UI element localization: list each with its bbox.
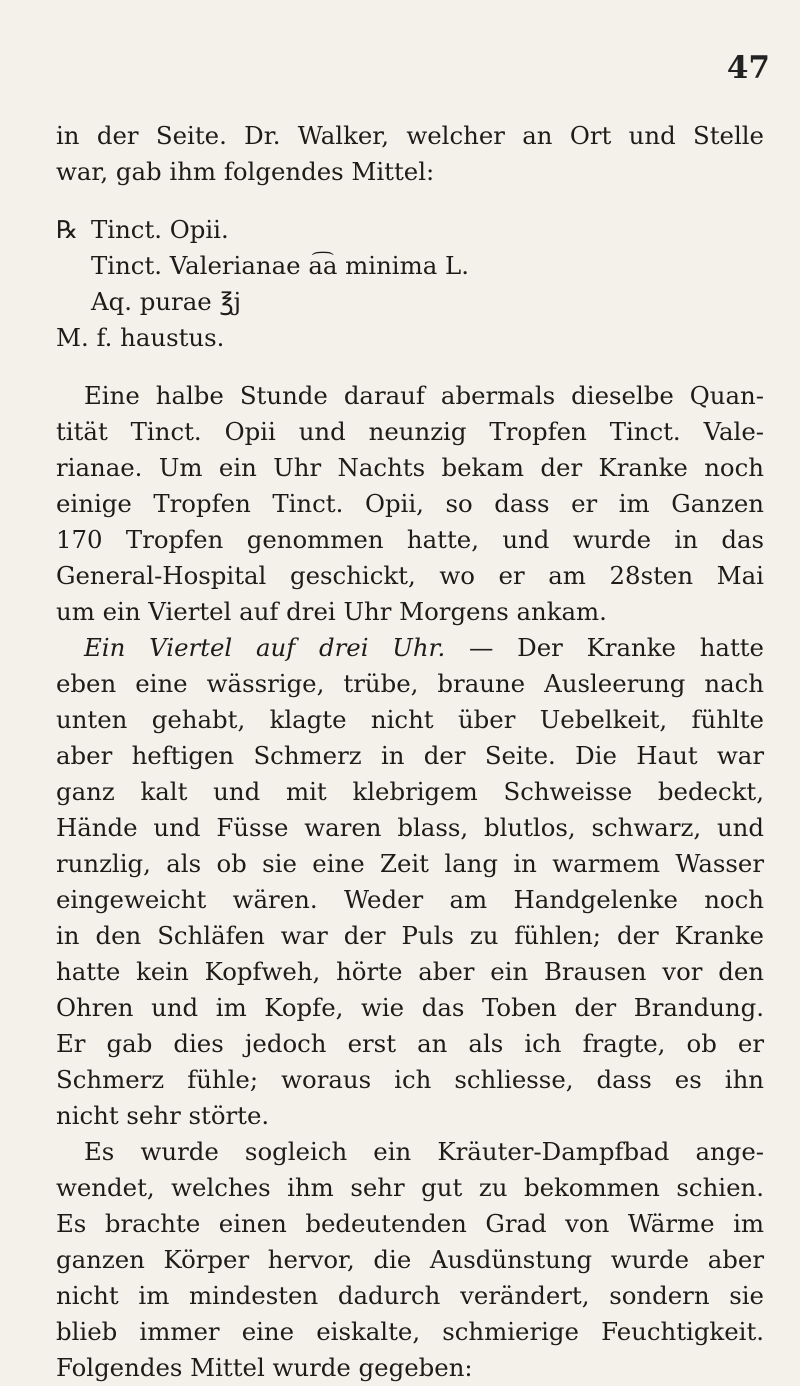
text-line: hatte kein Kopfweh, hörte aber ein Brausen vor den (56, 957, 764, 986)
text-line: in den Schläfen war der Puls zu fühlen; der Kranke (56, 921, 764, 950)
text-line: Es wurde sogleich ein Kräuter-Dampfbad ange- (84, 1137, 764, 1166)
text-line: Es brachte einen bedeutenden Grad von Wärme im (56, 1209, 764, 1238)
text-line: eingeweicht wären. Weder am Handgelenke noch (56, 885, 764, 914)
text-line: rianae. Um ein Uhr Nachts bekam der Kranke noch (56, 453, 764, 482)
text-line (56, 630, 764, 666)
text-line: in der Seite. Dr. Walker, welcher an Ort und Stelle (56, 121, 764, 150)
page-number: 47 (726, 50, 770, 86)
text-line: runzlig, als ob sie eine Zeit lang in warmem Wasser (56, 849, 764, 878)
prescription-line: Tinct. Valerianae a͡a minima L. (91, 251, 469, 280)
text-line: wendet, welches ihm sehr gut zu bekommen schien. (56, 1173, 764, 1202)
prescription-line (56, 212, 764, 248)
prescription-line: M. f. haustus. (56, 323, 225, 352)
text-line: General-Hospital geschickt, wo er am 28sten Mai (56, 561, 764, 590)
text-line: Hände und Füsse waren blass, blutlos, schwarz, und (56, 813, 764, 842)
text-line: nicht im mindesten dadurch verändert, sondern sie (56, 1281, 764, 1310)
text-line: nicht sehr störte. (56, 1101, 270, 1130)
prescription-line: Aq. purae ℥j (91, 287, 242, 316)
text-line: war, gab ihm folgendes Mittel: (56, 157, 435, 186)
text-line: Schmerz fühle; woraus ich schliesse, dass es ihn (56, 1065, 764, 1094)
prescription (56, 212, 764, 356)
text-line: Eine halbe Stunde darauf abermals dieselbe Quan- (84, 381, 764, 410)
italic-timestamp: Ein Viertel auf drei Uhr. (84, 633, 446, 662)
text-line: Ohren und im Kopfe, wie das Toben der Brandung. (56, 993, 764, 1022)
text-line: blieb immer eine eiskalte, schmierige Feuchtigkeit. (56, 1317, 764, 1346)
text-line: Er gab dies jedoch erst an als ich fragte, ob er (56, 1029, 764, 1058)
text-line: 170 Tropfen genommen hatte, und wurde in das (56, 525, 764, 554)
recipe-symbol: ℞ (56, 215, 78, 244)
text-line: unten gehabt, klagte nicht über Uebelkeit, fühlte (56, 705, 764, 734)
text-line: ganzen Körper hervor, die Ausdünstung wurde aber (56, 1245, 764, 1274)
text-line: um ein Viertel auf drei Uhr Morgens ankam. (56, 597, 607, 626)
prescription-item: Tinct. Opii. (91, 215, 229, 244)
text-line: aber heftigen Schmerz in der Seite. Die Haut war (56, 741, 764, 770)
text-line: tität Tinct. Opii und neunzig Tropfen Tinct. Vale- (56, 417, 764, 446)
text-line: eben eine wässrige, trübe, braune Ausleerung nach (56, 669, 764, 698)
body-text (56, 118, 764, 1386)
text-line: ganz kalt und mit klebrigem Schweisse bedeckt, (56, 777, 764, 806)
text-line: Folgendes Mittel wurde gegeben: (56, 1353, 473, 1382)
text-line: einige Tropfen Tinct. Opii, so dass er im Ganzen (56, 489, 764, 518)
text-fragment: — Der Kranke hatte (445, 633, 764, 662)
